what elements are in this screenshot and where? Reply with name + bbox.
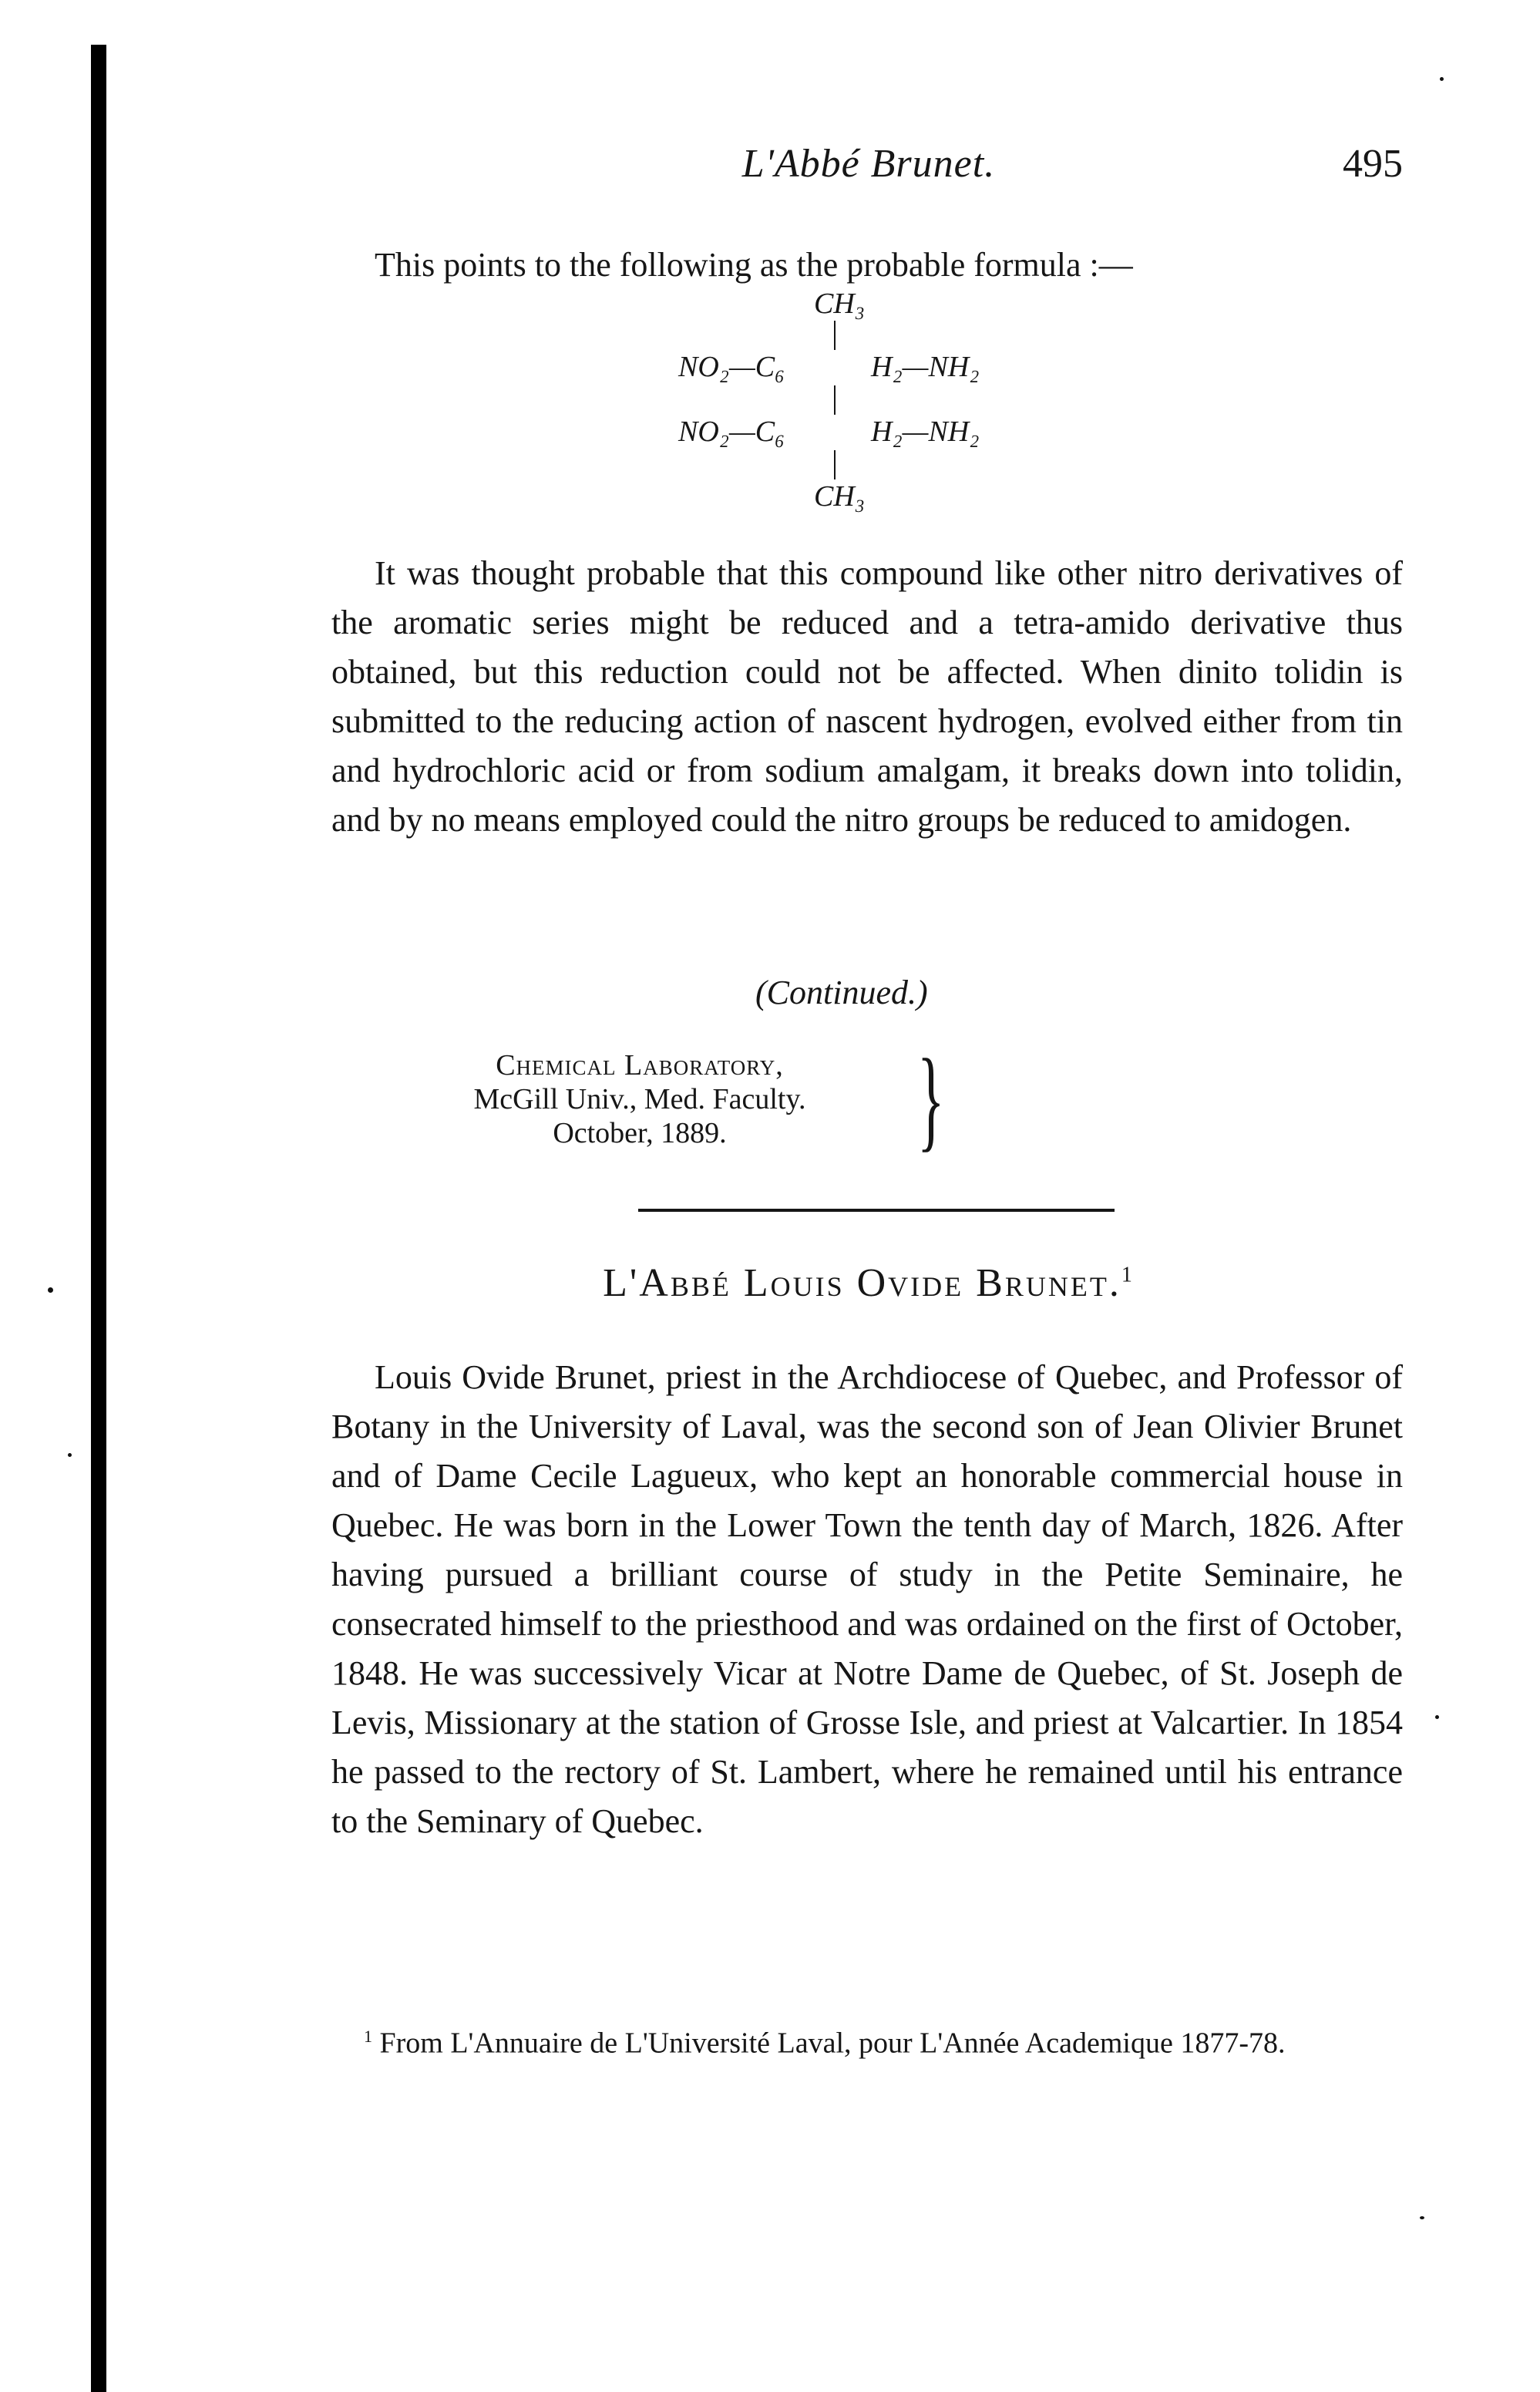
footnote-text: From L'Annuaire de L'Université Laval, pour L'Année Academique 1877-78. [379,2027,1286,2060]
scan-speck [1435,1715,1439,1719]
book-binding-edge [91,45,106,2392]
signature-line-1: Chemical Laboratory, [496,1049,784,1082]
intro-paragraph: This points to the following as the probable formula :— [375,246,1133,284]
formula-top-group: CH₃ [814,288,865,320]
page-number: 495 [1343,142,1403,186]
signature-brace: } [917,1036,945,1162]
formula-row1-left: NO₂—C₆ [678,351,785,383]
section-title [335,1260,1403,1306]
section-footnote-marker: 1 [1121,1263,1135,1287]
formula-row1-right: H₂—NH₂ [871,351,980,383]
structural-formula [632,287,1094,541]
section-title-text: L'Abbé Louis Ovide Brunet. [603,1261,1121,1305]
signature-line-3: October, 1889. [553,1117,727,1149]
footnote-marker: 1 [364,2027,372,2046]
formula-bond [834,321,836,350]
formula-row2-left: NO₂—C₆ [678,415,785,448]
section-divider [638,1209,1115,1212]
continued-note: (Continued.) [755,974,928,1011]
footnote [344,2020,1403,2061]
scan-speck [48,1287,53,1293]
page-header [335,141,1403,210]
scan-speck [1440,77,1444,81]
formula-bottom-group: CH₃ [814,480,865,513]
signature-line-2: McGill Univ., Med. Faculty. [473,1083,806,1115]
formula-row2-right: H₂—NH₂ [871,415,980,448]
scan-speck [68,1453,72,1457]
formula-bond [834,450,836,479]
formula-bond [834,385,836,415]
laboratory-signature [385,1048,894,1150]
reduction-paragraph: It was thought probable that this compound like other nitro derivatives of the aromatic series might be reduced and a tetra-amido derivative thus obtained, but this reduction could not be affected. When dinito tolidin is submitted to the reducing action of nascent hydrogen, evolved either from tin and hydrochloric acid or from sodium amalgam, it breaks down into tolidin, and by no means employed could the nitro groups be reduced to amidogen. [331,554,1403,839]
scan-speck [1420,2216,1424,2219]
biography-paragraph: Louis Ovide Brunet, priest in the Archdiocese of Quebec, and Professor of Botany in the University of Laval, was the second son of Jean Olivier Brunet and of Dame Cecile Lagueux, who kept an honorable commercial house in Quebec. He was born in the Lower Town the tenth day of March, 1826. After having pursued a brilliant course of study in the Petite Seminaire, he consecrated himself to the priesthood and was ordained on the first of October, 1848. He was successively Vicar at Notre Dame de Quebec, of St. Joseph de Levis, Missionary at the station of Grosse Isle, and priest at Valcartier. In 1854 he passed to the rectory of St. Lambert, where he remained until his entrance to the Seminary of Quebec. [331,1358,1403,1840]
running-title: L'Abbé Brunet. [741,142,996,186]
